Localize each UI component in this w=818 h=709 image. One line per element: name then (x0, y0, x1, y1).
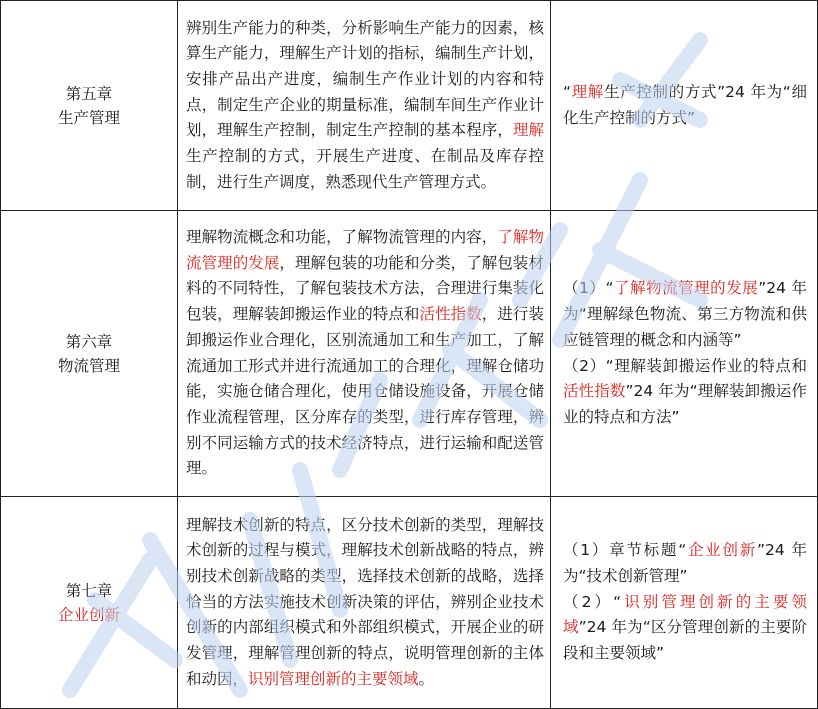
highlighted-text: 了解物流管理的发展 (613, 279, 759, 298)
syllabus-content-cell (178, 497, 551, 709)
text-run: “ (563, 82, 572, 101)
change-note (563, 80, 807, 131)
highlighted-text: 活性指数 (419, 305, 482, 324)
change-note (563, 276, 807, 353)
chapter-cell (1, 497, 178, 709)
text-run: ，理解包装的功能和分类，了解包装材料的不同特性，了解包装技术方法，合理进行集装化包装，理解装卸搬运作业的特点和 (186, 253, 544, 324)
text-run: 生产控制的方式”24 年为“细化生产控制的方式” (563, 82, 807, 127)
chapter-number: 第七章 (65, 581, 113, 600)
table-row (1, 497, 818, 709)
text-run: 理解技术创新的特点，区分技术创新的类型，理解技术创新的过程与模式，理解技术创新战略的特点，辨别技术创新战略的类型，选择技术创新的战略，选择恰当的方法实施技术创新决策的评估，辨别企业技术创新的内部组织模式和外部组织模式，开展企业的研发管理，理解管理创新的特点，说明管理创新的主体和动因， (186, 515, 544, 688)
chapter-number: 第六章 (65, 332, 113, 351)
highlighted-text: 识别管理创新的主要领域 (563, 592, 807, 637)
text-run: 生产控制的方式，开展生产进度、在制品及库存控制，进行生产调度，熟悉现代生产管理方式。 (186, 147, 544, 191)
text-run: ”24 年为“理解绿色物流、第三方物流和供应链管理的概念和内涵等” (563, 279, 807, 349)
chapter-name: 企业创新 (57, 605, 120, 624)
highlighted-text: 企业创新 (686, 541, 758, 560)
highlighted-text: 理解 (512, 121, 544, 140)
syllabus-content-cell (178, 1, 551, 211)
text-run: （1）章节标题“ (563, 541, 687, 560)
text-run: 。 (418, 669, 435, 688)
text-run: ”24 年为“技术创新管理” (563, 541, 807, 585)
text-run: ”24 年为“区分管理创新的主要阶段和主要领域” (563, 618, 807, 663)
table-row (1, 1, 818, 211)
highlighted-text: 了解物流管理的发展 (186, 227, 544, 272)
change-note-cell (551, 497, 818, 709)
chapter-number: 第五章 (65, 84, 113, 103)
highlighted-text: 活性指数 (563, 382, 626, 401)
syllabus-content-cell (178, 211, 551, 497)
text-run: ”24 年为“理解装卸搬运作业的特点和方法” (563, 382, 807, 426)
text-run: ，进行装卸搬运作业合理化，区别流通加工和生产加工，了解流通加工形式并进行流通加工的合理化，理解仓储功能，实施仓储合理化，使用仓储设施设备，开展仓储作业流程管理，区分库存的类型，进行库存管理，辨别不同运输方式的技术经济特点，进行运输和配送管理。 (186, 305, 544, 478)
chapter-name: 生产管理 (57, 108, 120, 127)
table-row (1, 211, 818, 497)
text-run: （2）“理解装卸搬运作业的特点和 (563, 356, 807, 375)
chapter-name: 物流管理 (57, 356, 120, 375)
text-run: （2）“ (563, 592, 622, 611)
chapter-cell (1, 1, 178, 211)
text-run: 理解物流概念和功能，了解物流管理的内容， (186, 227, 498, 246)
change-note-cell (551, 211, 818, 497)
table-body (1, 1, 818, 709)
change-note (563, 538, 807, 589)
change-note-cell (551, 1, 818, 211)
change-note (563, 354, 807, 431)
chapter-cell (1, 211, 178, 497)
highlighted-text: 理解 (571, 82, 605, 101)
text-run: 辨别生产能力的种类，分析影响生产能力的因素，核算生产能力，理解生产计划的指标，编制生产计划，安排产品出产进度，编制生产作业计划的内容和特点，制定生产企业的期量标准，编制车间生产作业计划，理解生产控制，制定生产控制的基本程序， (186, 18, 544, 140)
change-note (563, 590, 807, 667)
text-run: （1）“ (563, 279, 614, 298)
highlighted-text: 识别管理创新的主要领域 (248, 669, 419, 688)
